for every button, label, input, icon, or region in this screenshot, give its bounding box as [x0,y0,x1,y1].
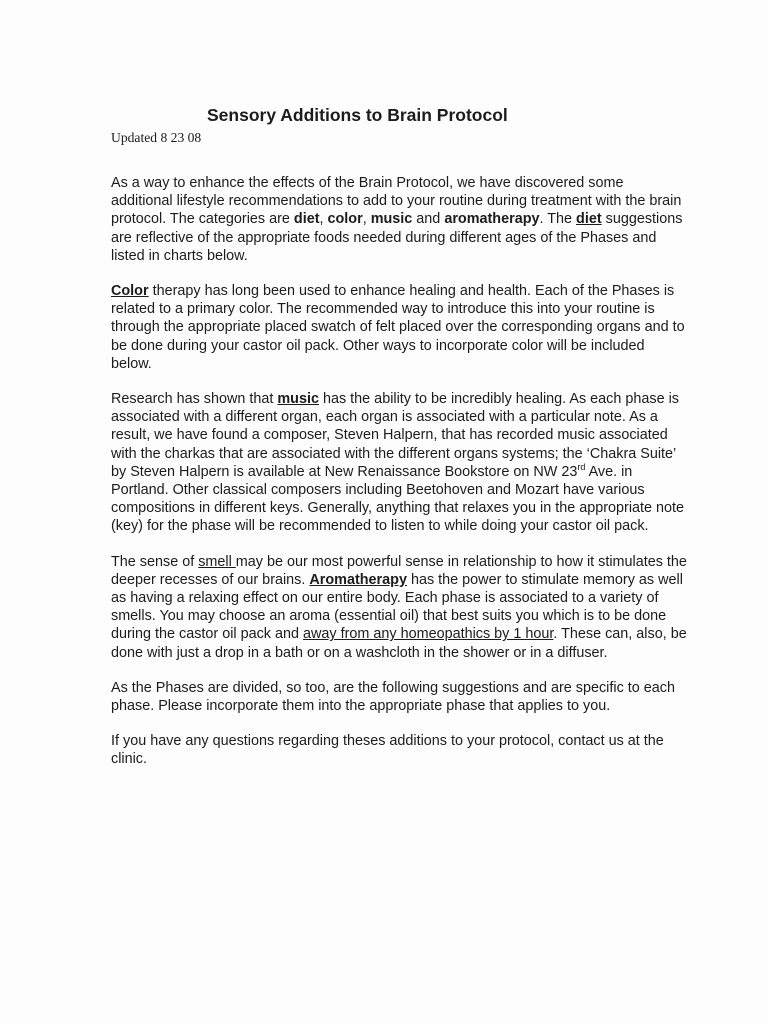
text-run: . These can, also, be done with just a drop in a bath or on a washcloth in the shower or in a diffuser. [111,626,687,661]
phases-paragraph: As the Phases are divided, so too, are the following suggestions and are specific to each phase. Please incorporate them into the appropriate phase that applies to you. [111,679,675,715]
text-run: and [412,211,445,228]
text-run: Ave. in Portland. Other classical composers including Beetohoven and Mozart have various compositions in different keys. Generally, anything that relaxes you in the appropriate note (key) for the phase will be recommended to listen to while doing your castor oil pack. [111,463,685,535]
keyword-aromatherapy: aromatherapy [444,211,540,228]
text-run: therapy has long been used to enhance healing and health. Each of the Phases is related to a primary color. The recommended way to introduce this into your routine is through the appropriate placed swatch of felt placed over the corresponding organs and to be done during your castor oil pack. Other ways to incorporate color will be included below. [111,283,685,372]
text-run: Research has shown that [111,391,278,408]
keyword-music-underlined: music [277,391,319,408]
keyword-music: music [370,211,413,228]
text-run: may be our most powerful sense in relationship to how it stimulates the deeper recesses of our brains. [111,553,687,588]
music-paragraph [111,390,688,536]
keyword-color-underlined: Color [111,283,149,300]
text-run: . The [539,211,577,228]
keyword-aromatherapy-underlined: Aromatherapy [309,571,407,588]
updated-date: Updated 8 23 08 [111,130,202,145]
color-paragraph [111,282,688,373]
text-run: The sense of [111,553,199,570]
document-title: Sensory Additions to Brain Protocol [207,105,508,125]
text-run: has the power to stimulate memory as well as having a relaxing effect on our entire body. Each phase is associated to a variety of smells. You may choose an aroma (essential oil) that best suits you which is to be done during the castor oil pack and [111,571,683,643]
intro-paragraph [111,174,688,265]
text-run: has the ability to be incredibly healing. As each phase is associated with a different organ, each organ is associated with a particular note. As a result, we have found a composer, Steven Halpern, that has recorded music associated with the charkas that are associated with the different organs systems; the ‘Chakra Suite’ by Steven Halpern is available at New Renaissance Bookstore on NW 23 [111,391,679,480]
text-run: suggestions are reflective of the appropriate foods needed during different ages of the Phases and listed in charts below. [111,211,683,264]
text-run: As a way to enhance the effects of the Brain Protocol, we have discovered some additional lifestyle recommendations to add to your routine during treatment with the brain protocol. The categories are [111,175,682,228]
keyword-smell-underlined: smell [198,553,236,570]
aromatherapy-paragraph [111,553,688,662]
text-run: , [319,211,328,228]
text-run: , [362,211,371,228]
keyword-diet: diet [293,211,320,228]
ordinal-superscript: rd [577,462,586,473]
keyword-diet-underlined: diet [576,211,602,228]
keyword-color: color [327,211,363,228]
homeopathics-warning-underlined: away from any homeopathics by 1 hour [303,626,554,643]
contact-paragraph: If you have any questions regarding theses additions to your protocol, contact us at the clinic. [111,733,664,768]
